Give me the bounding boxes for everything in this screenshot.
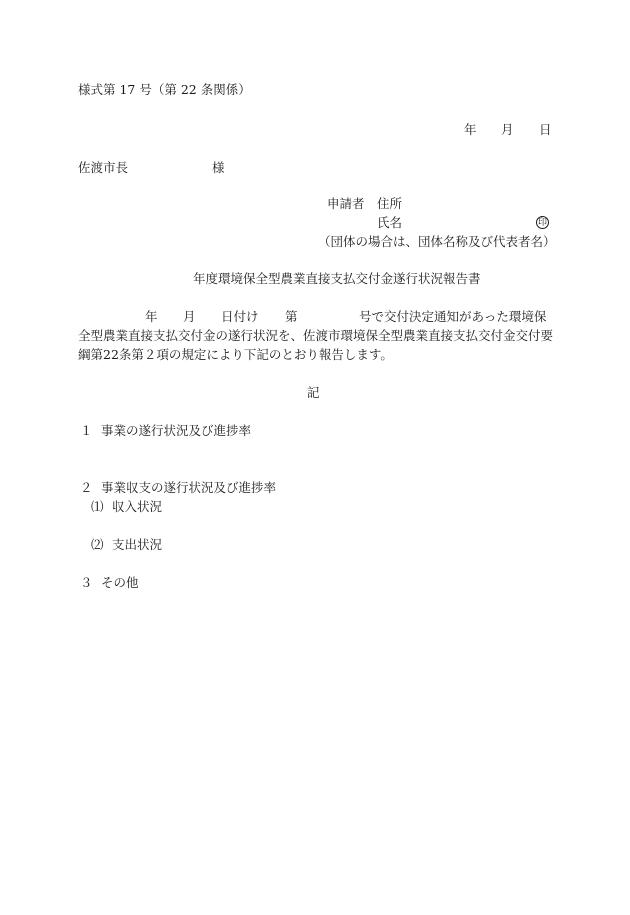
item-2-label: 事業収支の遂行状況及び進捗率: [101, 480, 277, 495]
item-2-number: ２: [80, 480, 93, 495]
applicant-label: 申請者: [327, 196, 365, 211]
form-number: 様式第 17 号（第 22 条関係）: [78, 82, 251, 97]
body-month: 月: [183, 309, 196, 324]
seal-mark: 印: [537, 218, 547, 228]
date-day: 日: [539, 122, 552, 137]
subitem-2-label: 支出状況: [112, 537, 163, 552]
applicant-name-label: 氏名: [377, 215, 403, 230]
subitem-1-label: 収入状況: [112, 499, 163, 514]
body-year: 年: [145, 309, 158, 324]
applicant-note: （団体の場合は、団体名称及び代表者名）: [318, 234, 556, 249]
applicant-address-label: 住所: [377, 196, 403, 211]
item-1-label: 事業の遂行状況及び進捗率: [101, 423, 252, 438]
body-line2: 全型農業直接支払交付金の遂行状況を、佐渡市環境保全型農業直接支払交付金交付要: [78, 328, 554, 343]
item-1-number: １: [80, 423, 93, 438]
addressee-honorific: 様: [212, 160, 225, 175]
ki-heading: 記: [307, 385, 320, 400]
body-line1-rest: 号で交付決定通知があった環境保: [359, 309, 547, 324]
addressee-name: 佐渡市長: [78, 160, 129, 175]
body-dated: 日付け: [221, 309, 259, 324]
subitem-1-number: ⑴: [91, 499, 104, 514]
document-title: 年度環境保全型農業直接支払交付金遂行状況報告書: [193, 271, 481, 286]
body-dai: 第: [285, 309, 298, 324]
date-year: 年: [464, 122, 477, 137]
subitem-2-number: ⑵: [91, 537, 104, 552]
date-month: 月: [501, 122, 514, 137]
item-3-number: ３: [80, 575, 93, 590]
body-line3: 綱第22条第２項の規定により下記のとおり報告します。: [78, 347, 393, 362]
item-3-label: その他: [101, 575, 139, 590]
